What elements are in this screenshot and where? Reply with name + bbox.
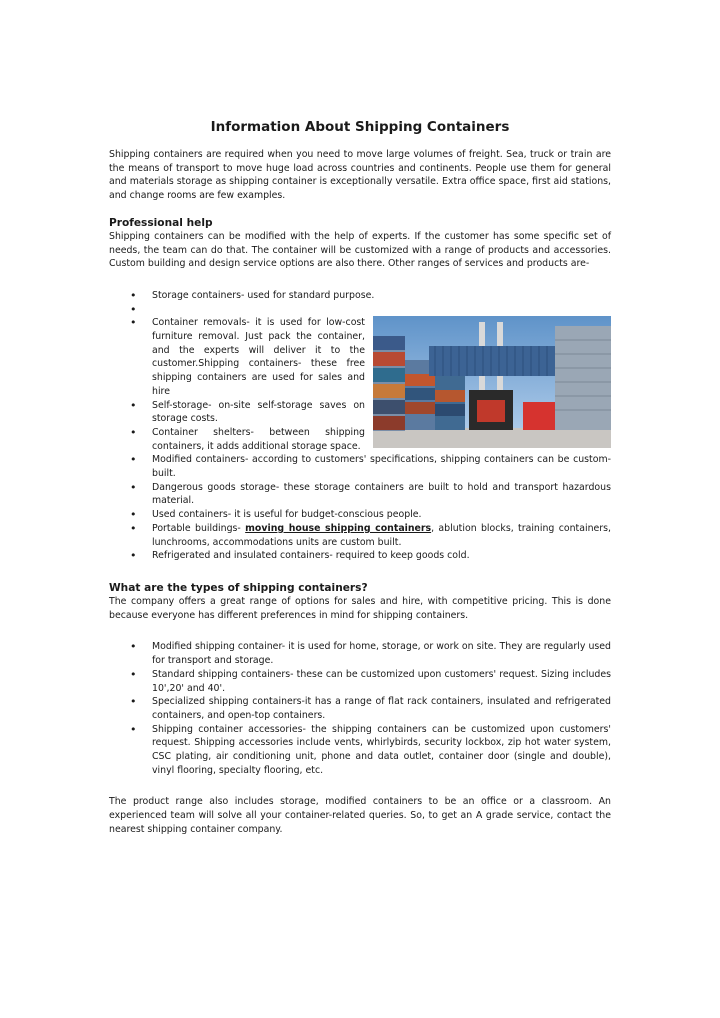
types-list [109, 640, 611, 777]
list-item: • Dangerous goods storage- these storage containers are built to hold and transport hazardous material. [130, 480, 611, 507]
list-item: • Modified containers- according to customers' specifications, shipping containers can be custom-built. [130, 453, 611, 480]
bullet: • [130, 316, 137, 330]
bullet: • [130, 667, 137, 681]
bullet: • [130, 453, 137, 467]
section-heading-types: What are the types of shipping containers? [109, 581, 368, 594]
list-item: • Container removals- it is used for low-cost furniture removal. Just pack the container, and the experts will deliver it to the customer.Shipping containers- these free shipping containers are used for sales and hire [109, 316, 611, 398]
list-item: • Storage containers- used for standard purpose. [130, 288, 375, 302]
bullet: • [130, 425, 137, 439]
list-item: • Shipping container accessories- the shipping containers can be customized upon customers' request. Shipping accessories include vents, whirlybirds, security lockbox, zip hot water system, CSC plating, air conditioning unit, phone and data outlet, container door (single and double), vinyl flooring, specialty flooring, etc. [130, 722, 611, 776]
list-item: • Self-storage- on-site self-storage saves on storage costs. [130, 398, 365, 425]
list-item: • Standard shipping containers- these can be customized upon customers' request. Sizing includes 10',20' and 40'. [130, 667, 611, 694]
list-item: • Container shelters- between shipping containers, it adds additional storage space. [130, 425, 365, 452]
bullet: • [130, 521, 137, 535]
list-item: • Used containers- it is useful for budget-conscious people. [130, 508, 422, 522]
list-item: • Specialized shipping containers-it has a range of flat rack containers, insulated and refrigerated containers, and open-top containers. [130, 695, 611, 721]
bullet: • [130, 549, 137, 563]
section-body-professional-help: Shipping containers can be modified with the help of experts. If the customer has some specific set of needs, the team can do that. The container will be customized with a range of products and accessories. Custom building and design service options are also there. Other ranges of services and products are- [109, 230, 611, 270]
bullet: • [130, 722, 137, 736]
list-item: • Refrigerated and insulated containers- required to keep goods cold. [130, 549, 470, 563]
bullet: • [130, 398, 137, 412]
document-title: Information About Shipping Containers [210, 119, 510, 135]
closing-paragraph: The product range also includes storage, modified containers to be an office or a classroom. An experienced team will solve all your container-related queries. So, to get an A grade service, contact the nearest shipping container company. [109, 796, 611, 835]
moving-house-link[interactable]: moving house shipping containers [245, 522, 432, 534]
list-item: • Modified shipping container- it is used for home, storage, or work on site. They are regularly used for transport and storage. [130, 640, 611, 667]
document-content [109, 112, 611, 837]
bullet: • [130, 640, 137, 654]
list-item: • Portable buildings- moving house shipping containers, ablution blocks, training containers, lunchrooms, accommodations units are custom built. [130, 521, 611, 548]
bullet: • [130, 508, 137, 522]
section-body-types: The company offers a great range of options for sales and hire, with competitive pricing. This is done because everyone has different preferences in mind for shipping containers. [109, 595, 611, 621]
bullet: • [130, 480, 137, 494]
section-heading-professional-help: Professional help [109, 216, 213, 229]
bullet: • [130, 302, 137, 316]
bullet: • [130, 695, 137, 709]
intro-paragraph: Shipping containers are required when you need to move large volumes of freight. Sea, truck or train are the means of transport to move huge load across countries and continents. People use them for general and materials storage as shipping container is exceptionally versatile. Extra office space, first aid stations, and change rooms are few examples. [109, 149, 611, 202]
bullet: • [130, 288, 137, 302]
services-list [109, 289, 611, 563]
list-item [109, 303, 611, 317]
